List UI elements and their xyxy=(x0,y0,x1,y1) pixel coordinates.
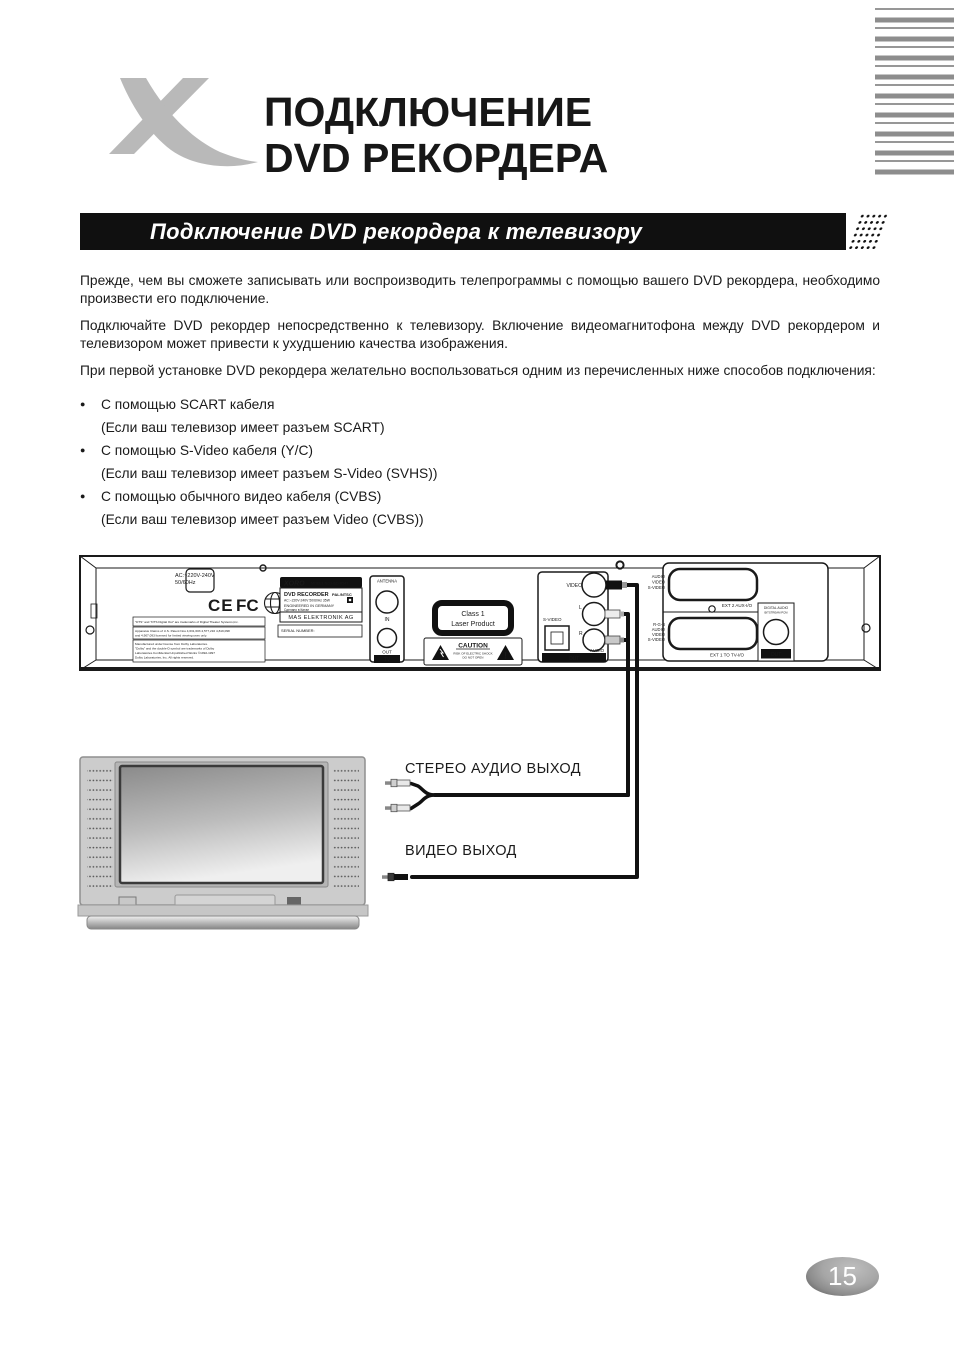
stereo-audio-out-label: СТЕРЕО АУДИО ВЫХОД xyxy=(405,761,581,777)
tv-screen xyxy=(120,766,323,883)
tv-base-lower xyxy=(87,916,359,929)
page-title-line2: DVD РЕКОРДЕРА xyxy=(264,134,609,181)
dvd-recorder-rear-panel xyxy=(80,556,880,670)
antenna-in-jack xyxy=(376,591,398,613)
tv-front-panel xyxy=(175,895,275,906)
audio-left-jack xyxy=(583,603,606,626)
audio-group-label: AUDIO xyxy=(589,648,605,653)
digital-audio-jack xyxy=(764,620,789,645)
section-title: Подключение DVD рекордера к телевизору xyxy=(150,218,643,244)
intro-paragraph-1: Прежде, чем вы сможете записывать или воспроизводить телепрограммы с помощью вашего DVD рекордера, необходимо произвести его подключение. xyxy=(80,273,880,306)
bullet-icon: ● xyxy=(80,444,86,455)
svideo-jack xyxy=(545,626,569,650)
bullet-icon: ● xyxy=(80,398,86,409)
bullet-note: (Если ваш телевизор имеет разъем S-Video (SVHS)) xyxy=(101,465,438,481)
corner-lines-decoration xyxy=(875,8,954,179)
rating-plate xyxy=(278,577,362,637)
bullet-note: (Если ваш телевизор имеет разъем SCART) xyxy=(101,419,385,435)
scart-ext2-caption: EXT 2 AUX-I/O xyxy=(721,603,753,608)
legal-dolby-3: Laboratories.Confidential Unpublished Works ©1992-1997 xyxy=(135,651,215,655)
antenna-in-label: IN xyxy=(384,617,390,623)
legal-dolby-1: Manufactured under license from Dolby Laboratories. xyxy=(135,642,208,646)
tv-speaker-grille-left xyxy=(87,769,113,891)
ce-mark: CE xyxy=(208,596,234,615)
audio-cable-branch-lower xyxy=(411,795,435,809)
power-rating-line1: AC:~220V-240V xyxy=(175,573,215,579)
power-rating-line2: 50/60Hz xyxy=(175,580,196,586)
model-label: MODEL NO:HSD R547 xyxy=(311,581,349,586)
list-item xyxy=(80,439,880,485)
tv-set xyxy=(78,757,368,929)
page-title xyxy=(264,90,608,182)
audio-left-label: L xyxy=(579,605,582,611)
exclamation-mark: ! xyxy=(504,650,507,661)
antenna-out-label: OUT xyxy=(382,649,392,655)
bullet-label: С помощью обычного видео кабеля (CVBS) xyxy=(101,488,382,504)
connection-diagram xyxy=(75,548,905,940)
halftone-decoration xyxy=(847,213,889,250)
bullet-icon: ● xyxy=(80,490,86,501)
tv-speaker-grille-right xyxy=(333,769,359,891)
scart-ext1-connector xyxy=(669,618,757,649)
page-title-line1: ПОДКЛЮЧЕНИЕ xyxy=(264,89,593,135)
laser-label-line1: Class 1 xyxy=(461,611,485,618)
legal-dts: "DTS" and "DTS Digital Out" are trademarks of Digital Theater Systems,Inc. xyxy=(135,620,239,624)
antenna-out-jack xyxy=(378,629,397,648)
bullet-label: С помощью SCART кабеля xyxy=(101,396,275,412)
antenna-block xyxy=(370,576,404,663)
scart-ext2-signal-3: S-VIDEO xyxy=(647,585,665,590)
laser-label-line2: Laser Product xyxy=(451,621,495,628)
list-item xyxy=(80,393,880,439)
scart-ext1-signal-2: AUDIO xyxy=(651,627,665,632)
intro-paragraph-3: При первой установке DVD рекордера желательно воспользоваться одним из перечисленных ниже способов подключения: xyxy=(80,363,876,379)
legal-patent-1: Apparatus Claims of U.S. Patent Nos 4,631,603 4,577,216 4,819,098 xyxy=(135,629,230,633)
bullet-note: (Если ваш телевизор имеет разъем Video (CVBS)) xyxy=(101,511,424,527)
origin-label-2: Сделано в Китае xyxy=(284,608,310,612)
digital-out-label: OUT xyxy=(770,652,782,658)
scart-block xyxy=(648,563,828,661)
caution-title: CAUTION xyxy=(458,642,488,650)
laser-label xyxy=(435,603,511,633)
audio-right-label: R xyxy=(579,631,583,637)
brand-label: XORO xyxy=(284,580,305,588)
product-label: DVD RECORDER xyxy=(284,592,329,598)
scart-ext2-connector xyxy=(669,569,757,600)
body-content xyxy=(80,272,880,531)
brand-logo xyxy=(95,66,270,191)
av-out-block xyxy=(538,572,608,662)
serial-label: SERIAL NUMBER: xyxy=(281,628,315,633)
audio-plug-right xyxy=(605,636,620,644)
antenna-label: ANTENNA xyxy=(376,578,398,584)
video-jack-label: VIDEO xyxy=(566,583,582,589)
audio-rca-plug-lower xyxy=(385,804,410,811)
caution-line1: RISK OF ELECTRIC SHOCK xyxy=(453,651,493,656)
bullet-label: С помощью S-Video кабеля (Y/C) xyxy=(101,442,314,458)
scart-ext1-signal-4: S-VIDEO xyxy=(647,637,665,642)
video-plug xyxy=(606,581,622,590)
legal-patent-2: and 4,907,093 licensed for limited viewing uses only. xyxy=(135,633,208,638)
digital-audio-label-1: DIGITAL AUDIO xyxy=(763,606,789,610)
scart-ext1-signal-1: R-G-B xyxy=(653,622,665,627)
page-number-badge xyxy=(806,1257,879,1296)
audio-cable-branch-upper xyxy=(411,784,435,796)
intro-paragraph-2: Подключайте DVD рекордер непосредственно к телевизору. Включение видеомагнитофона между DVD рекордером и телевизором может привести к ухудшению качества изображения. xyxy=(80,318,880,351)
page-number: 15 xyxy=(828,1261,857,1291)
legal-dolby-4: Dolby Laboratories, Inc. All rights reserved. xyxy=(135,655,194,660)
audio-plug-left xyxy=(605,610,620,618)
plate-power-label: AC:~220V-240V 50/60Hz 35W xyxy=(284,598,330,603)
video-rca-plug xyxy=(382,873,408,880)
maker-label: MAS ELEKTRONIK AG xyxy=(288,615,354,621)
fcc-mark: FC xyxy=(236,596,259,615)
legal-dolby-2: "Dolby" and the double-D symbol are trademarks of Dolby xyxy=(135,646,215,651)
video-out-jack xyxy=(582,573,606,597)
antenna-tv-label: TV xyxy=(383,657,391,663)
caution-line2: DO NOT OPEN xyxy=(462,655,484,660)
audio-rca-plug-upper xyxy=(385,779,410,786)
digital-audio-block xyxy=(758,603,794,661)
scart-ext1-caption: EXT 1 TO TV-I/O xyxy=(710,652,744,658)
origin-label-1: ENGINEERED IN GERMANY xyxy=(284,603,335,608)
system-label: PAL/NTSC xyxy=(332,592,352,597)
av-out-label: OUT xyxy=(568,656,580,662)
tv-power-button xyxy=(287,897,301,905)
list-item xyxy=(80,485,880,531)
digital-audio-label-2: BITSTREAM PCM xyxy=(764,610,788,615)
section-header-bar xyxy=(80,213,846,250)
scart-ext1-signal-3: VIDEO xyxy=(651,632,665,637)
scart-ext2-signal-1: AUDIO xyxy=(651,574,665,579)
tv-base-upper xyxy=(78,905,368,916)
caution-label xyxy=(424,638,522,665)
svideo-label: S-VIDEO xyxy=(543,617,562,622)
connection-options-list xyxy=(80,393,880,531)
scart-ext2-signal-2: VIDEO xyxy=(651,579,665,585)
tv-end-plugs xyxy=(382,779,410,880)
video-out-label: ВИДЕО ВЫХОД xyxy=(405,843,517,859)
